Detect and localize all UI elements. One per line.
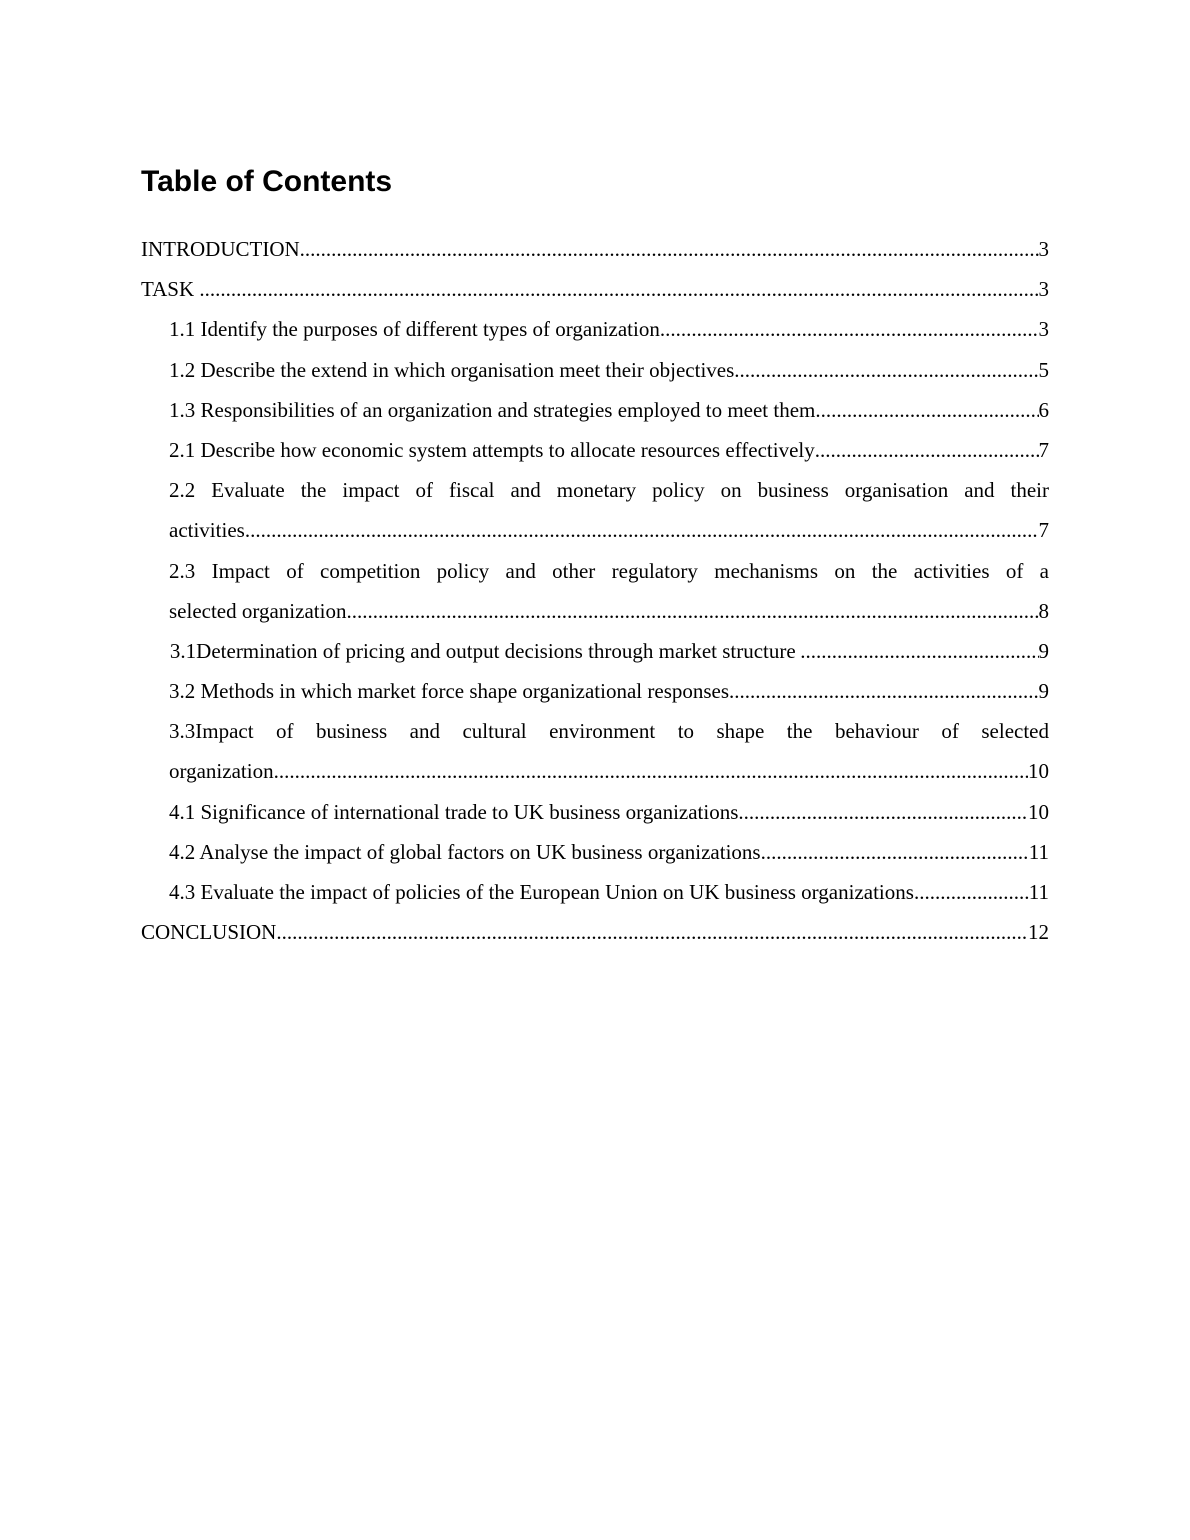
- toc-entry-label: 2.2 Evaluate the impact of fiscal and monetary policy on business organisation and their: [169, 478, 1049, 503]
- toc-entry-3-2[interactable]: [141, 671, 1049, 711]
- toc-page-number: 7: [1038, 437, 1049, 462]
- toc-leader-dots: [914, 872, 1029, 912]
- toc-entry-label: 3.1Determination of pricing and output decisions through market structure: [169, 638, 796, 663]
- toc-entry-2-2-line1[interactable]: [141, 470, 1049, 510]
- toc-page-number: 11: [1028, 880, 1049, 904]
- toc-entry-label: 3.3Impact of business and cultural environment to shape the behaviour of selected: [169, 719, 1049, 744]
- toc-page-number: 11: [1028, 839, 1049, 864]
- toc-entry-label-continued: organization: [169, 759, 274, 784]
- toc-entry-1-3[interactable]: [141, 390, 1049, 430]
- toc-entry-conclusion[interactable]: [141, 912, 1049, 952]
- toc-entry-label: 4.2 Analyse the impact of global factors on UK business organizations: [169, 839, 761, 864]
- toc-heading: Table of Contents: [141, 165, 393, 198]
- toc-leader-dots: [300, 229, 1039, 269]
- toc-entry-4-2[interactable]: [141, 832, 1049, 872]
- toc-leader-dots: [815, 430, 1039, 470]
- toc-page-number: 12: [1028, 920, 1049, 945]
- toc-leader-dots: [734, 350, 1038, 390]
- toc-page-number: 9: [1038, 679, 1049, 704]
- toc-leader-dots: [199, 269, 1038, 309]
- toc-list: [141, 229, 1049, 952]
- toc-entry-3-3-line1[interactable]: [141, 711, 1049, 751]
- toc-entry-label: 3.2 Methods in which market force shape organizational responses: [169, 679, 730, 704]
- toc-entry-label: 2.1 Describe how economic system attempts to allocate resources effectively: [169, 437, 815, 462]
- toc-entry-label: 1.1 Identify the purposes of different types of organization: [169, 317, 660, 342]
- toc-page-number: 7: [1038, 518, 1049, 543]
- toc-entry-label: 4.1 Significance of international trade to UK business organizations: [169, 799, 739, 824]
- toc-entry-label: 2.3 Impact of competition policy and other regulatory mechanisms on the activities of a: [169, 558, 1049, 583]
- toc-entry-task[interactable]: [141, 269, 1049, 309]
- toc-leader-dots: [761, 832, 1029, 872]
- toc-page-number: 10: [1028, 799, 1049, 824]
- toc-leader-dots: [738, 792, 1028, 832]
- toc-entry-label: CONCLUSION: [141, 920, 277, 945]
- toc-leader-dots: [815, 390, 1038, 430]
- toc-entry-label-continued: activities: [169, 518, 245, 543]
- toc-page-number: 10: [1028, 759, 1049, 784]
- toc-entry-4-3[interactable]: [141, 872, 1049, 912]
- toc-entry-introduction[interactable]: [141, 229, 1049, 269]
- toc-entry-1-1[interactable]: [141, 309, 1049, 349]
- toc-entry-label: TASK: [141, 277, 200, 302]
- toc-leader-dots: [346, 591, 1038, 631]
- toc-leader-dots: [729, 671, 1038, 711]
- toc-page-number: 3: [1038, 237, 1049, 261]
- toc-leader-dots: [800, 631, 1038, 671]
- toc-leader-dots: [276, 912, 1028, 952]
- toc-entry-4-1[interactable]: [141, 792, 1049, 832]
- toc-leader-dots: [274, 751, 1028, 791]
- toc-page-number: 5: [1038, 357, 1049, 382]
- toc-page-number: 6: [1038, 397, 1049, 422]
- toc-page-number: 9: [1038, 638, 1049, 663]
- toc-leader-dots: [245, 510, 1039, 550]
- toc-entry-3-1[interactable]: [141, 631, 1049, 671]
- toc-page-number: 3: [1038, 317, 1049, 342]
- document-page: [141, 160, 1049, 952]
- toc-entry-label: 4.3 Evaluate the impact of policies of the European Union on UK business organizations: [169, 880, 914, 904]
- toc-entry-3-3-line2[interactable]: [141, 751, 1049, 791]
- toc-page-number: 8: [1038, 598, 1049, 623]
- toc-entry-label-continued: selected organization: [169, 598, 347, 623]
- toc-entry-2-3-line2[interactable]: [141, 591, 1049, 631]
- toc-entry-1-2[interactable]: [141, 350, 1049, 390]
- toc-entry-2-3-line1[interactable]: [141, 551, 1049, 591]
- toc-entry-label: 1.2 Describe the extend in which organisation meet their objectives: [169, 357, 735, 382]
- toc-entry-2-2-line2[interactable]: [141, 510, 1049, 550]
- toc-entry-label: INTRODUCTION: [141, 237, 300, 261]
- toc-entry-label: 1.3 Responsibilities of an organization and strategies employed to meet them: [169, 397, 816, 422]
- toc-page-number: 3: [1038, 277, 1049, 302]
- toc-entry-2-1[interactable]: [141, 430, 1049, 470]
- toc-leader-dots: [660, 309, 1039, 349]
